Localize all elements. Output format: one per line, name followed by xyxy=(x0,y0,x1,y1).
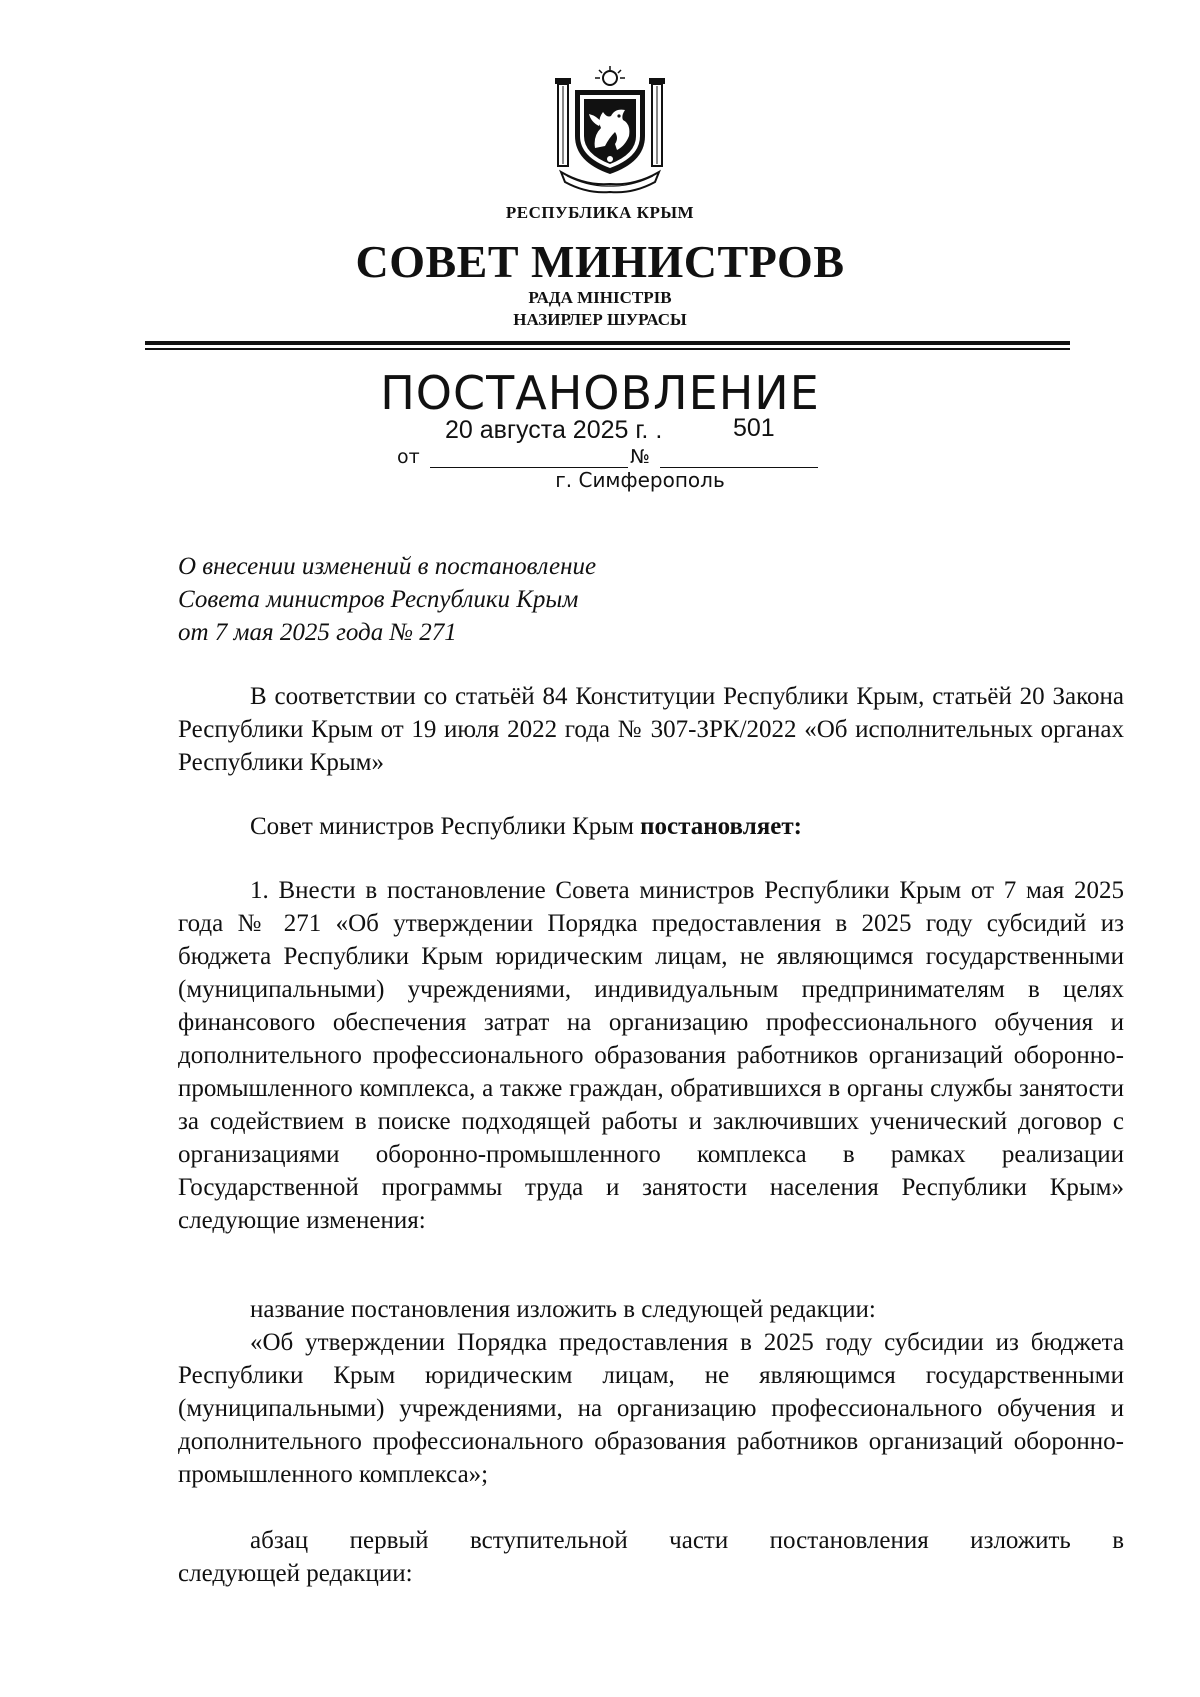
paragraph-change-line-2: следующей редакции: xyxy=(178,1560,413,1587)
registration-number: 501 xyxy=(733,414,775,442)
paragraph-change-line-1: абзац первый вступительной части постановления изложить в xyxy=(250,1527,1124,1554)
title-change-text: «Об утверждении Порядка предоставления в 2025 году субсидии из бюджета Республики Крым юридическим лицам, не являющимся государственными (муниципальными) учреждениями, на организацию профессионального обучения и дополнительного профессионального образования работников организаций оборонно-промышленного комплекса»; xyxy=(178,1329,1124,1488)
title-line-3: от 7 мая 2025 года № 271 xyxy=(178,619,457,646)
item-1-paragraph: 1. Внести в постановление Совета министров Республики Крым от 7 мая 2025 года № 271 «Об утверждении Порядка предоставления в 2025 году субсидий из бюджета Республики Крым юридическим лицам, не являющимся государственными (муниципальными) учреждениями, индивидуальным предпринимателям в целях финансового обеспечения затрат на организацию профессионального обучения и дополнительного профессионального образования работников организаций оборонно-промышленного комплекса, а также граждан, обратившихся в органы службы занятости за содействием в поиске подходящей работы и заключивших ученический договор с организациями оборонно-промышленного комплекса в рамках реализации Государственной программы труда и занятости населения Республики Крым» следующие изменения: xyxy=(178,877,1124,1234)
document-type-heading: ПОСТАНОВЛЕНИЕ xyxy=(380,366,820,420)
resolves-prefix: Совет министров Республики Крым xyxy=(250,813,641,840)
resolves-keyword: постановляет: xyxy=(640,813,802,840)
crimea-coat-of-arms-emblem xyxy=(555,66,665,194)
header-republic: РЕСПУБЛИКА КРЫМ xyxy=(505,203,695,222)
document-title xyxy=(178,550,596,649)
header-divider-thick xyxy=(145,341,1070,345)
header-crimean-tatar-name: НАЗИРЛЕР ШУРАСЫ xyxy=(513,310,687,329)
header-divider-thin xyxy=(145,348,1070,350)
preamble-paragraph: В соответствии со статьёй 84 Конституции Республики Крым, статьёй 20 Закона Республики Крым от 19 июля 2022 года № 307-ЗРК/2022 «Об исполнительных органах Республики Крым» xyxy=(178,683,1124,776)
title-line-2: Совета министров Республики Крым xyxy=(178,586,579,613)
date-label: от xyxy=(397,446,420,468)
number-label: № xyxy=(630,446,650,468)
header-council-of-ministers: СОВЕТ МИНИСТРОВ xyxy=(355,236,845,287)
title-change-intro: название постановления изложить в следующей редакции: xyxy=(250,1296,876,1323)
registration-date: 20 августа 2025 г. . xyxy=(445,416,663,444)
header-ukrainian-name: РАДА МІНІСТРІВ xyxy=(528,288,672,307)
resolves-paragraph xyxy=(178,810,1124,843)
city-name: г. Симферополь xyxy=(555,468,725,492)
title-line-1: О внесении изменений в постановление xyxy=(178,553,597,580)
